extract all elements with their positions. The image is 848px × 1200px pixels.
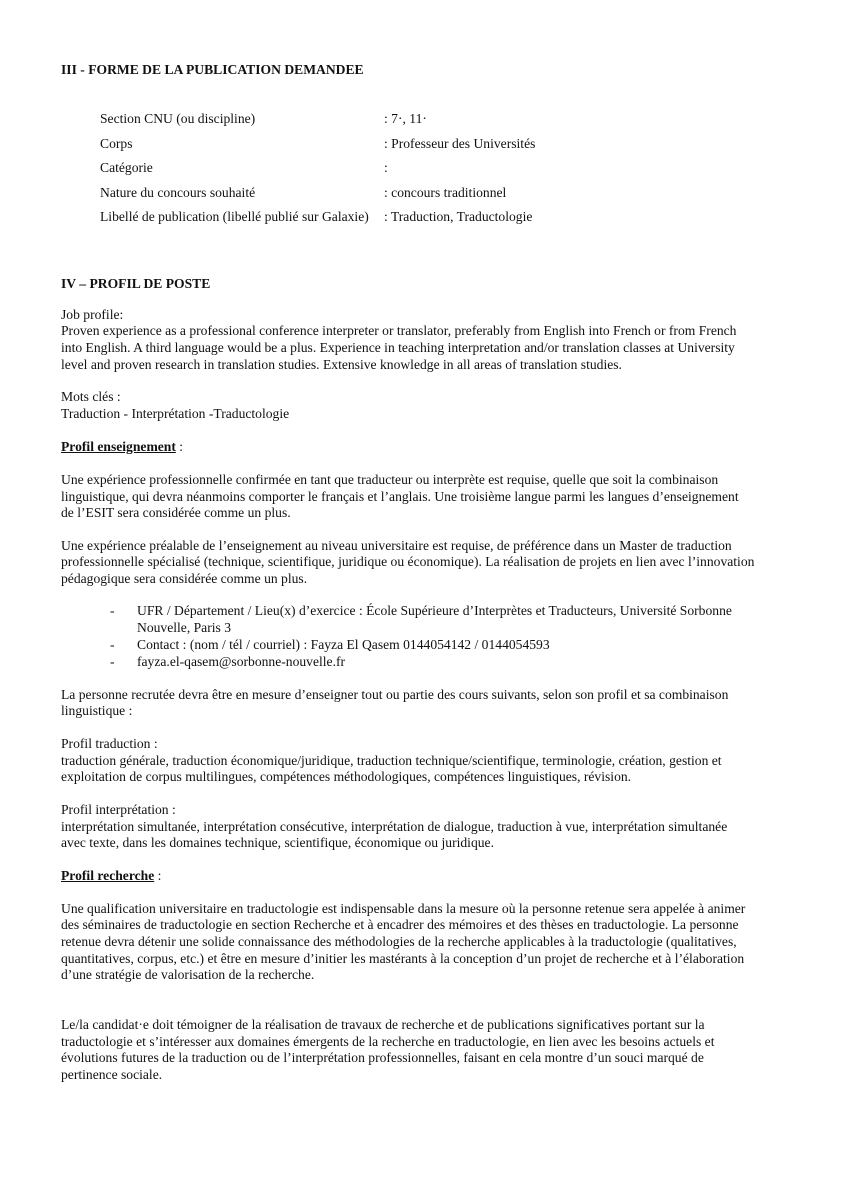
field-value-libelle-publication: : Traduction, Traductologie [384, 209, 533, 224]
bullet-dash: - [110, 603, 115, 618]
paragraph-line: traduction générale, traduction économique/juridique, traduction technique/scientifique, terminologie, création, gestion et [61, 753, 722, 768]
profil-recherche-heading: Profil recherche [61, 868, 155, 883]
heading-colon: : [154, 868, 162, 883]
paragraph-line: exploitation de corpus multilingues, compétences méthodologiques, compétences linguistiques, révision. [61, 769, 632, 784]
job-profile-label: Job profile: [61, 307, 124, 322]
bullet-ufr-cont: Nouvelle, Paris 3 [137, 620, 232, 635]
paragraph-line: Le/la candidat·e doit témoigner de la réalisation de travaux de recherche et de publications significatives portant sur la [61, 1017, 705, 1032]
heading-colon: : [175, 439, 184, 454]
paragraph-line: Une qualification universitaire en traductologie est indispensable dans la mesure où la personne retenue sera appelée à animer [61, 901, 746, 916]
paragraph-line: linguistique, qui devra néanmoins comporter le français et l’anglais. Une troisième langue parmi les langues d’enseignement [61, 489, 739, 504]
field-label-section-cnu: Section CNU (ou discipline) [100, 111, 256, 126]
bullet-email: fayza.el-qasem@sorbonne-nouvelle.fr [137, 654, 346, 669]
paragraph-line: Une expérience professionnelle confirmée en tant que traducteur ou interprète est requise, quelle que soit la combinaison [61, 472, 719, 487]
paragraph-line: pédagogique sera considérée comme un plus. [61, 571, 308, 586]
section-4-heading: IV – PROFIL DE POSTE [61, 276, 211, 291]
bullet-dash: - [110, 637, 115, 652]
paragraph-line: interprétation simultanée, interprétation consécutive, interprétation de dialogue, traduction à vue, interprétation simultanée [61, 819, 728, 834]
field-value-corps: : Professeur des Universités [384, 136, 536, 151]
bullet-dash: - [110, 654, 115, 669]
job-profile-line: into English. A third language would be a plus. Experience in teaching interpretation and/or translation classes at University [61, 340, 735, 355]
keywords-label: Mots clés : [61, 389, 121, 404]
field-label-categorie: Catégorie [100, 160, 153, 175]
paragraph-line: d’une stratégie de valorisation de la recherche. [61, 967, 315, 982]
profil-enseignement-heading-row [61, 438, 183, 455]
paragraph-line: évolutions futures de la traduction ou de l’interprétation professionnelles, faisant en cela montre d’un souci marqué de [61, 1050, 704, 1065]
field-label-libelle-publication: Libellé de publication (libellé publié sur Galaxie) [100, 209, 369, 224]
paragraph-line: des séminaires de traductologie en section Recherche et à encadrer des mémoires et des thèses en traductologie. La personne [61, 917, 739, 932]
job-profile-line: Proven experience as a professional conference interpreter or translator, preferably from English into French or from French [61, 323, 737, 338]
profil-enseignement-heading: Profil enseignement [61, 439, 176, 454]
paragraph-line: La personne recrutée devra être en mesure d’enseigner tout ou partie des cours suivants, selon son profil et sa combinaison [61, 687, 729, 702]
keywords-value: Traduction - Interprétation -Traductologie [61, 406, 290, 421]
paragraph-line: professionnelle spécialisé (technique, scientifique, juridique ou économique). La réalisation de projets en lien avec l’innovation [61, 554, 755, 569]
job-profile-line: level and proven research in translation studies. Extensive knowledge in all areas of translation studies. [61, 357, 622, 372]
bullet-ufr: UFR / Département / Lieu(x) d’exercice : École Supérieure d’Interprètes et Traducteurs, Université Sorbonne [137, 603, 732, 618]
paragraph-line: pertinence sociale. [61, 1067, 163, 1082]
paragraph-line: quantitatives, corpus, etc.) et être en mesure d’initier les mastérants à la conception d’un projet de recherche et à l’élaboration [61, 951, 745, 966]
paragraph-line: traductologie et s’intéresser aux domaines émergents de la recherche en traductologie, en lien avec les besoins actuels et [61, 1034, 715, 1049]
profil-interpretation-label: Profil interprétation : [61, 802, 176, 817]
field-value-nature-concours: : concours traditionnel [384, 185, 507, 200]
field-value-section-cnu: : 7·, 11· [384, 111, 427, 126]
paragraph-line: Une expérience préalable de l’enseignement au niveau universitaire est requise, de préférence dans un Master de traduction [61, 538, 732, 553]
paragraph-line: de l’ESIT sera considérée comme un plus. [61, 505, 291, 520]
paragraph-line: avec texte, dans les domaines technique, scientifique, économique ou juridique. [61, 835, 494, 850]
field-label-nature-concours: Nature du concours souhaité [100, 185, 256, 200]
bullet-contact: Contact : (nom / tél / courriel) : Fayza El Qasem 0144054142 / 0144054593 [137, 637, 550, 652]
field-label-corps: Corps [100, 136, 133, 151]
section-3-heading: III - FORME DE LA PUBLICATION DEMANDEE [61, 62, 364, 77]
profil-recherche-heading-row [61, 867, 161, 884]
profil-traduction-label: Profil traduction : [61, 736, 158, 751]
paragraph-line: retenue devra détenir une solide connaissance des méthodologies de la recherche applicables à la traductologie (qualitatives, [61, 934, 737, 949]
field-value-categorie: : [384, 160, 388, 175]
paragraph-line: linguistique : [61, 703, 133, 718]
